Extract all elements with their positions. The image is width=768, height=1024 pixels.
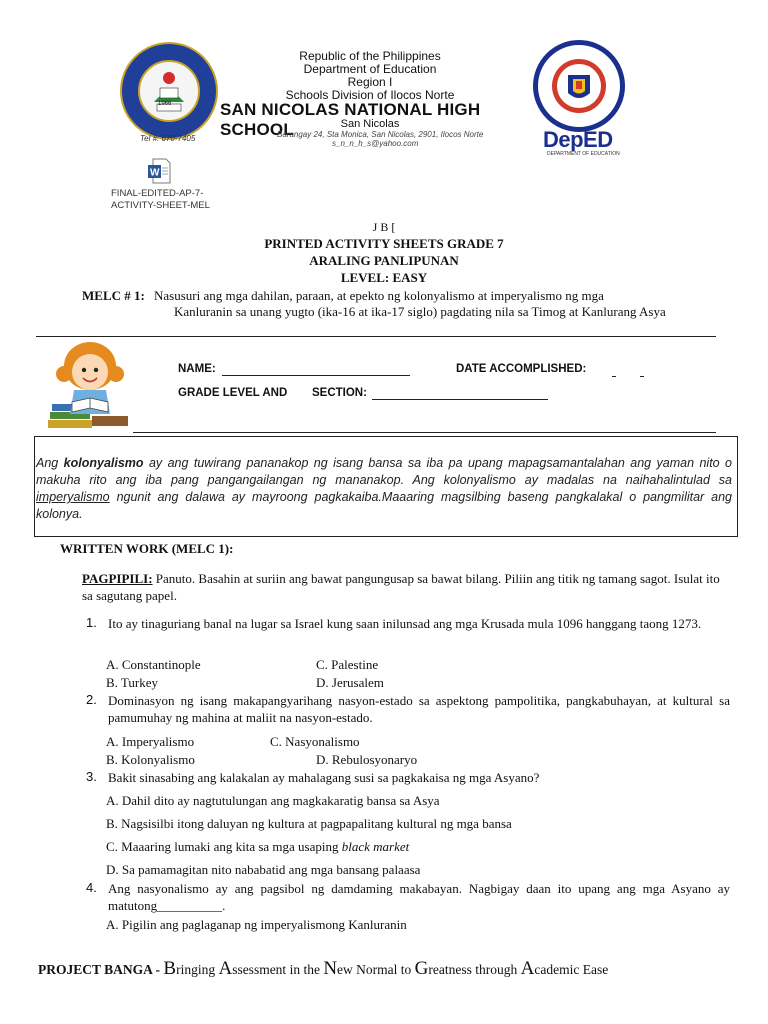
melc-line-1: Nasusuri ang mga dahilan, paraan, at epekto ng kolonyalismo at imperyalismo ng mga [154,288,604,303]
student-reading-illustration [44,338,132,430]
q1-option-a[interactable]: A. Constantinople [106,657,201,672]
date-label: DATE ACCOMPLISHED: [456,363,587,375]
footer-cap-3: N [323,958,338,979]
region-line: Region I [347,75,393,89]
footer-lead: PROJECT BANGA - [38,962,164,977]
q3-option-c-text: C. Maaaring lumaki ang kita sa mga usaping [106,839,342,854]
footer-word-4 [414,958,521,979]
title-line-2: ARALING PANLIPUNAN [309,253,459,268]
deped-seal [533,40,625,132]
q3-option-c-italic: black market [341,839,410,854]
q2-option-d[interactable]: D. Rebulosyonaryo [316,752,418,767]
footer-word-3 [323,958,415,979]
project-banga-footer [38,958,608,980]
footer-cap-5: A [520,958,535,979]
address-line: Barangay 24, Sta Monica, San Nicolas, 2901, Ilocos Norte [277,130,484,139]
keyword-kolonyalismo: kolonyalismo [63,456,144,470]
q4-option-a[interactable]: A. Pigilin ang paglaganap ng imperyalismong Kanluranin [106,917,407,932]
question-4-body: Ang nasyonalismo ay ang pagsibol ng damdaming makabayan. Nagbigay daan ito upang ang mga Asyano ay matutong [108,881,730,913]
svg-text:W: W [150,167,160,179]
section-label: SECTION: [312,387,367,399]
name-label: NAME: [178,363,216,375]
q3-option-c[interactable] [106,839,409,855]
written-work-heading: WRITTEN WORK (MELC 1): [60,541,234,556]
definition-text [36,455,732,523]
question-1-number: 1. [86,615,97,630]
footer-rest-4: reatness through [428,962,521,977]
q1-option-d[interactable]: D. Jerusalem [316,675,384,690]
definition-part-2: ay ang tuwirang pananakop ng isang bansa sa iba pa upang mapagsamantalahan ang yaman nito o makuha rito ang iba pang pangangailangan ng mananakop. Ang kolonyalismo ay madalas na naihahalintulad sa [36,456,733,487]
question-1-text: Ito ay tinaguriang banal na lugar sa Israel kung saan inilunsad ang mga Krusada mula 1096 hanggang taong 1273. [108,616,702,631]
divider-top [36,336,716,337]
question-4-blank: __________. [157,898,226,913]
q2-option-c[interactable]: C. Nasyonalismo [270,734,360,749]
footer-rest-5: cademic Ease [534,962,609,977]
question-2-number: 2. [86,692,97,707]
title-line-3: LEVEL: EASY [340,270,428,285]
footer-rest-3: ew Normal to [337,962,415,977]
q2-option-a[interactable]: A. Imperyalismo [106,734,195,749]
footer-word-2 [218,958,324,979]
keyword-imperyalismo: imperyalismo [36,490,110,504]
footer-word-5 [520,958,609,979]
republic-line: Republic of the Philippines [299,49,441,63]
q2-option-b[interactable]: B. Kolonyalismo [106,752,195,767]
footer-cap-2: A [218,958,233,979]
town-line: San Nicolas [340,118,400,130]
division-line: Schools Division of Ilocos Norte [285,88,455,102]
stray-characters: J B [ [372,220,396,234]
word-doc-icon[interactable] [147,158,171,184]
melc-label: MELC # 1: [82,288,145,303]
question-4-text [108,880,730,914]
grade-level-label: GRADE LEVEL AND [178,387,288,399]
date-field-mark-2[interactable] [640,376,644,377]
section-field[interactable] [372,399,548,400]
instructions-text: Panuto. Basahin at suriin ang bawat pangungusap sa bawat bilang. Piliin ang titik ng tamang sagot. Isulat ito sa sagutang papel. [82,571,720,603]
title-line-1: PRINTED ACTIVITY SHEETS GRADE 7 [264,236,504,251]
question-4-number: 4. [86,880,97,895]
instructions-label: PAGPIPILI: [82,571,153,586]
attachment-name-line1[interactable]: FINAL-EDITED-AP-7- [111,188,204,199]
question-3-text: Bakit sinasabing ang kalakalan ay mahalagang susi sa pagkakaisa ng mga Asyano? [108,770,540,785]
footer-cap-4: G [414,958,429,979]
seal-year: 1966 [158,101,172,107]
q3-option-a[interactable]: A. Dahil dito ay nagtutulungan ang magkakaratig bansa sa Asya [106,793,440,808]
footer-rest-2: ssessment in the [232,962,324,977]
date-field-mark-1[interactable] [612,376,616,377]
tel-number: Tel #: 670-7405 [140,134,196,143]
definition-part-3: ngunit ang dalawa ay mayroong pagkakaiba.Maaaring magsilbing baseng pangkalakal o pangmilitar ang kolonya. [36,490,732,521]
department-line: Department of Education [303,62,437,76]
deped-logo: DepED [543,127,613,152]
school-name: SAN NICOLAS NATIONAL HIGH SCHOOL [220,100,481,139]
question-3-number: 3. [86,769,97,784]
deped-subtitle: DEPARTMENT OF EDUCATION [547,151,620,157]
q1-option-b[interactable]: B. Turkey [106,675,159,690]
footer-cap-1: B [163,958,177,979]
q3-option-b[interactable]: B. Nagsisilbi itong daluyan ng kultura at pagpapalitang kultural ng mga bansa [106,816,512,831]
melc-line-2: Kanluranin sa unang yugto (ika-16 at ika-17 siglo) pagdating nila sa Timog at Kanlurang Asya [174,304,666,319]
name-field[interactable] [222,375,410,376]
q3-option-d[interactable]: D. Sa pamamagitan nito nababatid ang mga bansang palaasa [106,862,421,877]
instructions [82,570,732,604]
definition-part-1: Ang [36,456,64,470]
email-line: s_n_n_h_s@yahoo.com [332,139,419,148]
divider-middle [133,432,716,433]
footer-rest-1: ringing [176,962,219,977]
attachment-name-line2[interactable]: ACTIVITY-SHEET-MEL [111,200,210,211]
question-2-text: Dominasyon ng isang makapangyarihang nasyon-estado sa aspektong pampolitika, pangkabuhayan, at kultural sa pamumuhay ng mahina at maliit na nasyon-estado. [108,693,730,725]
q1-option-c[interactable]: C. Palestine [316,657,379,672]
footer-word-1 [163,958,219,979]
